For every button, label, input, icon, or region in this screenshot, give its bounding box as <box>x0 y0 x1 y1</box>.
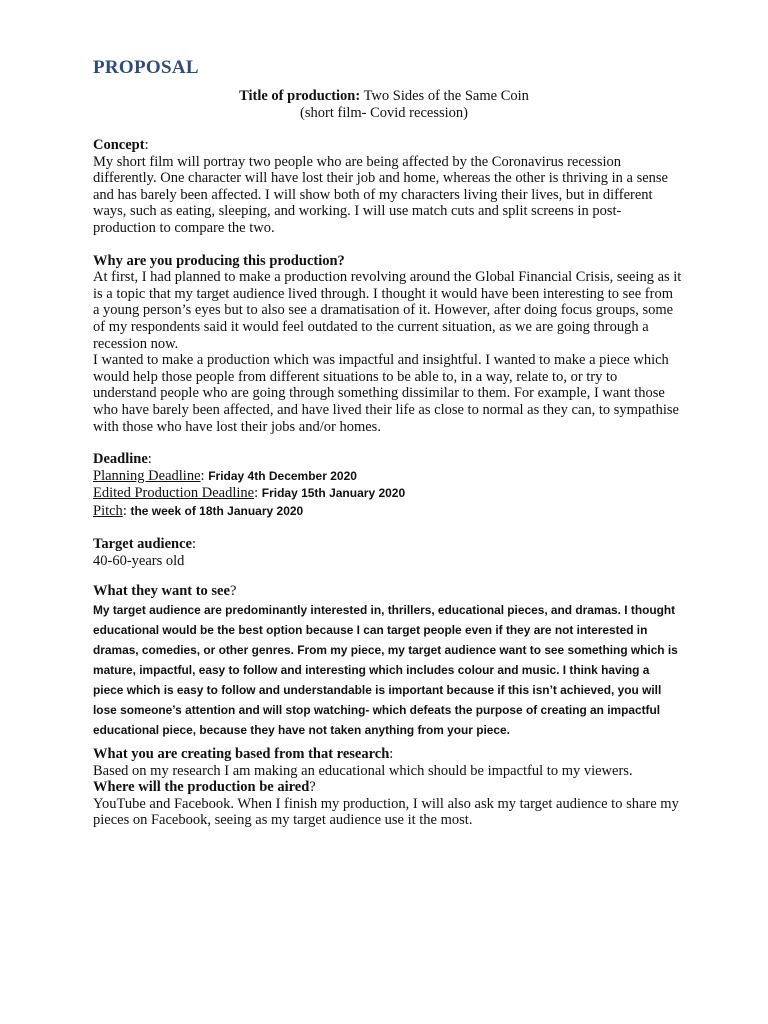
deadline-planning-sep: : <box>200 467 205 484</box>
deadline-edited-value: Friday 15th January 2020 <box>261 486 406 501</box>
want-heading <box>93 583 683 600</box>
title-block <box>0 88 768 122</box>
deadline-edited-sep: : <box>254 485 259 502</box>
title-label: Title of production: <box>239 88 361 104</box>
deadline-planning <box>93 468 683 486</box>
creating-label: What you are creating based from that research <box>93 745 390 762</box>
concept-body: My short film will portray two people who are being affected by the Coronavirus recession differently. One character will have lost their job and home, whereas the other is thriving in a sense and has barely been affected. I will show both of my characters living their lives, but in different ways, such as eating, sleeping, and working. I will use match cuts and split screens in post-production to compare the two. <box>93 153 668 236</box>
deadline-edited <box>93 485 683 503</box>
aired-body: YouTube and Facebook. When I finish my production, I will also ask my target audience to share my pieces on Facebook, seeing as my target audience use it the most. <box>93 795 679 829</box>
audience-heading <box>93 536 683 553</box>
why-paragraph-1: At first, I had planned to make a production revolving around the Global Financial Crisis, seeing as it is a topic that my target audience lived through. I thought it would have been interesting to see from a young person’s eyes but to also see a dramatisation of it. However, after doing focus groups, some of my respondents said it would feel outdated to the current situation, as we are going through a recession now. <box>93 269 682 352</box>
deadline-label: Deadline <box>93 451 148 468</box>
deadline-pitch-value: the week of 18th January 2020 <box>130 503 304 518</box>
deadline-colon: : <box>147 451 152 468</box>
deadline-pitch <box>93 503 683 521</box>
concept-colon: : <box>144 137 149 153</box>
deadline-planning-value: Friday 4th December 2020 <box>208 468 357 483</box>
want-body: My target audience are predominantly interested in, thrillers, educational pieces, and dramas. I thought educational would be the best option because I can target people even if they are not interested in dramas, comedies, or other genres. From my piece, my target audience want to see something which is mature, impactful, easy to follow and interesting which includes colour and music. I think having a piece which is easy to follow and understandable is important because if this isn’t achieved, you will lose someone’s attention and will stop watching- which defeats the purpose of creating an impactful educational piece, because they have not taken anything from your piece. <box>93 602 678 737</box>
creating-heading <box>93 746 683 763</box>
deadline-edited-label: Edited Production Deadline <box>93 485 255 502</box>
aired-heading <box>93 779 683 796</box>
creating-colon: : <box>389 745 394 762</box>
deadline-pitch-sep: : <box>122 502 127 519</box>
want-q: ? <box>229 583 237 600</box>
why-paragraph-2: I wanted to make a production which was impactful and insightful. I wanted to make a piece which would help those people from different situations to be able to, in a way, relate to, or try to understand people who are going through something dissimilar to them. For example, I want those who have barely been affected, and have lived their life as close to normal as they can, to sympathise with those who have lost their jobs and/or homes. <box>93 352 679 435</box>
proposal-content <box>93 137 683 829</box>
audience-colon: : <box>191 536 196 553</box>
concept-heading <box>93 137 683 154</box>
concept-label: Concept <box>93 137 145 153</box>
audience-label: Target audience <box>93 536 192 553</box>
why-heading: Why are you producing this production? <box>93 252 345 269</box>
deadline-planning-label: Planning Deadline <box>93 467 201 484</box>
title-line <box>0 88 768 105</box>
audience-value: 40-60-years old <box>93 552 185 569</box>
title-value: Two Sides of the Same Coin <box>363 88 529 104</box>
want-label: What they want to see <box>93 583 230 600</box>
title-subtitle: (short film- Covid recession) <box>300 105 468 121</box>
deadline-heading <box>93 451 683 468</box>
creating-body: Based on my research I am making an educational which should be impactful to my viewers. <box>93 762 633 779</box>
aired-label: Where will the production be aired <box>93 779 310 796</box>
page-heading: PROPOSAL <box>93 57 199 78</box>
deadline-pitch-label: Pitch <box>93 502 123 519</box>
aired-q: ? <box>309 779 316 796</box>
